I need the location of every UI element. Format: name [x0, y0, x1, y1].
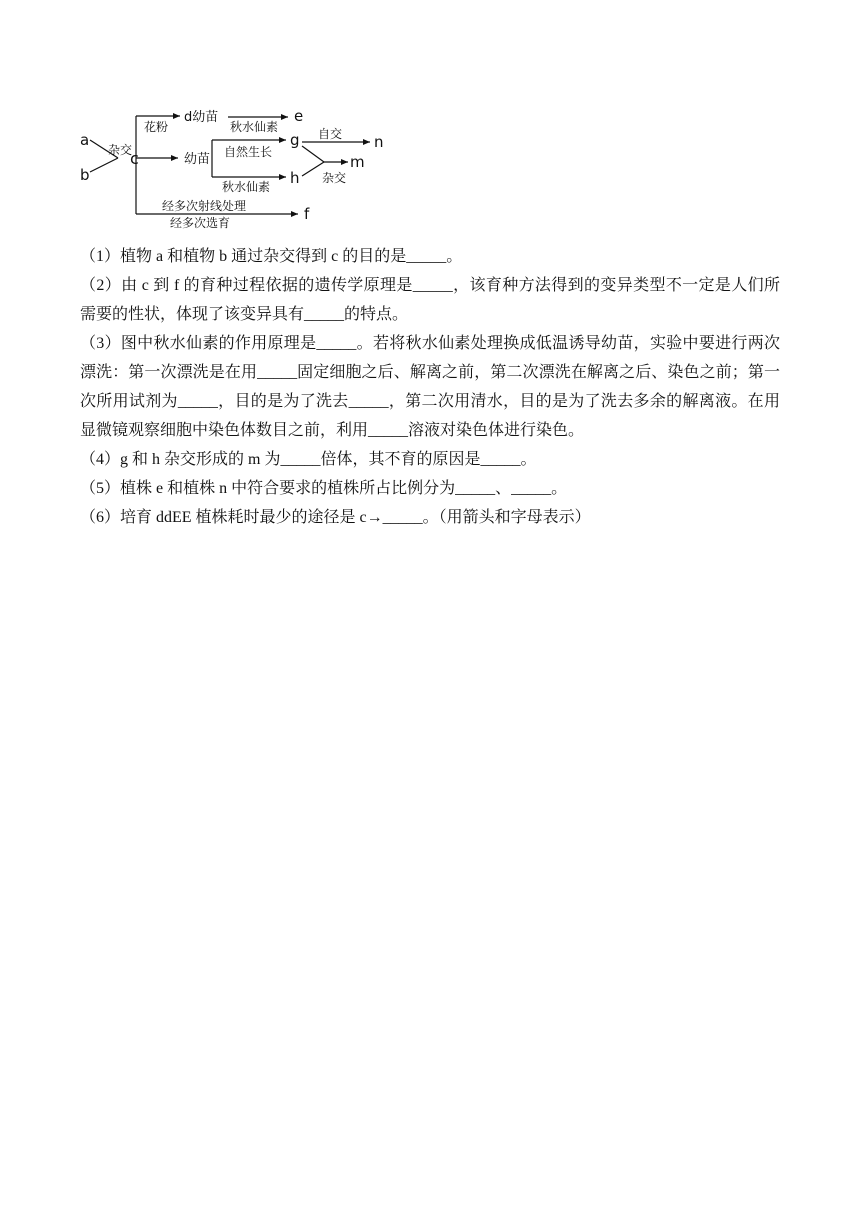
- label-colchicine-top: 秋水仙素: [230, 120, 279, 134]
- label-seedling: 幼苗: [184, 152, 211, 167]
- node-a: a: [80, 131, 90, 149]
- label-colchicine-bottom: 秋水仙素: [222, 180, 271, 194]
- node-m: m: [350, 153, 365, 171]
- question-6: （6）培育 ddEE 植株耗时最少的途径是 c→_____。（用箭头和字母表示）: [80, 509, 591, 526]
- label-selfing: 自交: [318, 127, 343, 141]
- label-cross-gh: 杂交: [322, 171, 347, 185]
- question-2: （2）由 c 到 f 的育种过程依据的遗传学原理是_____，该育种方法得到的变异类型不一定是人们所需要的性状，体现了该变异具有_____的特点。: [80, 277, 780, 323]
- node-c: c: [130, 149, 139, 168]
- breeding-flow-diagram: [72, 100, 412, 230]
- label-cross-ab: 杂交: [108, 143, 133, 157]
- question-4: （4）g 和 h 杂交形成的 m 为_____倍体，其不育的原因是_____。: [80, 451, 537, 468]
- line-b-to-c: [90, 158, 118, 172]
- node-g: g: [290, 131, 300, 149]
- node-f: f: [304, 205, 310, 223]
- node-n: n: [374, 133, 384, 151]
- node-e: e: [294, 107, 304, 125]
- question-list: [80, 242, 780, 532]
- breeding-flow-svg: [72, 100, 412, 230]
- question-1: （1）植物 a 和植物 b 通过杂交得到 c 的目的是_____。: [80, 248, 463, 265]
- node-h: h: [290, 169, 300, 187]
- line-g-to-m: [302, 146, 324, 162]
- node-b: b: [80, 166, 90, 184]
- question-3: （3）图中秋水仙素的作用原理是_____。若将秋水仙素处理换成低温诱导幼苗，实验中要进行两次漂洗：第一次漂洗是在用_____固定细胞之后、解离之前，第二次漂洗在解离之后、染色之前；第一次所用试剂为_____，目的是为了洗去_____，第二次用清水，目的是为了洗去多余的解离液。在用显微镜观察细胞中染色体数目之前，利用_____溶液对染色体进行染色。: [80, 335, 780, 439]
- label-selection: 经多次选育: [170, 216, 231, 230]
- label-d-seedling: d幼苗: [184, 110, 219, 125]
- question-5: （5）植株 e 和植株 n 中符合要求的植株所占比例分为_____、_____。: [80, 480, 568, 497]
- label-natural-growth: 自然生长: [224, 145, 273, 159]
- line-h-to-m: [302, 162, 324, 176]
- label-radiation: 经多次射线处理: [162, 199, 247, 213]
- label-pollen: 花粉: [144, 120, 169, 134]
